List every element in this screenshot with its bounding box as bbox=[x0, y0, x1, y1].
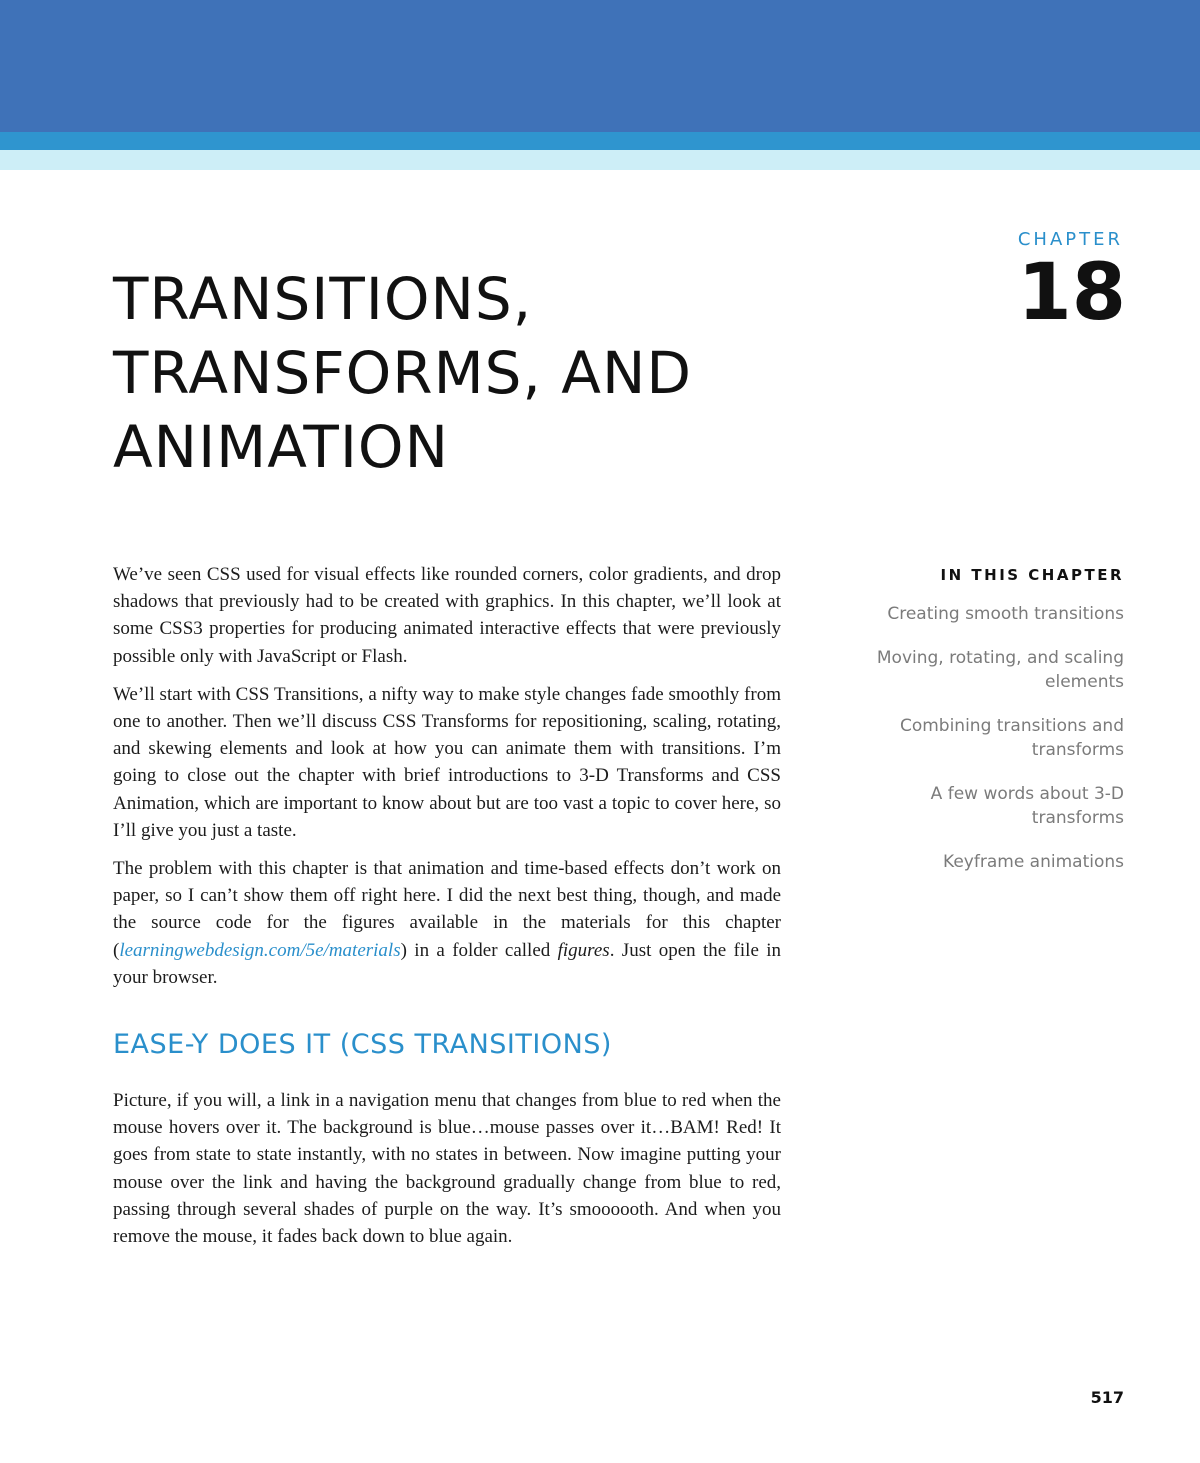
sidebar-item: A few words about 3-D transforms bbox=[930, 784, 1124, 828]
sidebar-item: Moving, rotating, and scaling elements bbox=[876, 648, 1124, 692]
sidebar-item: Keyframe animations bbox=[943, 852, 1124, 872]
sidebar-item: Combining transitions and transforms bbox=[899, 716, 1124, 760]
header-stripe bbox=[0, 132, 1200, 150]
intro-paragraph: We’ll start with CSS Transitions, a nifty way to make style changes fade smoothly from one to another. Then we’ll discuss CSS Transforms for repositioning, scaling, rotating, and skewing elements and look at how you can animate them with transitions. I’m going to close out the chapter with brief introductions to 3-D Transforms and CSS Animation, which are important to know about but are too vast a topic to cover here, so I’ll give you just a taste. bbox=[113, 683, 781, 841]
intro-paragraph: We’ve seen CSS used for visual effects like rounded corners, color gradients, and drop shadows that previously had to be created with graphics. In this chapter, we’ll look at some CSS3 properties for producing animated interactive effects that were previously possible only with JavaScript or Flash. bbox=[113, 564, 781, 667]
chapter-title-line: TRANSITIONS, bbox=[113, 265, 533, 333]
sidebar-heading: IN THIS CHAPTER bbox=[940, 566, 1124, 584]
intro-paragraph bbox=[113, 855, 781, 991]
chapter-label: CHAPTER bbox=[1017, 229, 1123, 250]
section-heading: EASE-Y DOES IT (CSS TRANSITIONS) bbox=[113, 1029, 612, 1061]
header-band bbox=[0, 0, 1200, 132]
paragraph-text: ) in a folder called bbox=[400, 939, 558, 961]
in-this-chapter-sidebar bbox=[844, 566, 1124, 894]
header-light-stripe bbox=[0, 150, 1200, 170]
sidebar-item: Creating smooth transitions bbox=[887, 604, 1124, 624]
chapter-number: 18 bbox=[1017, 248, 1126, 338]
chapter-title-line: TRANSFORMS, AND bbox=[113, 339, 693, 407]
chapter-title-line: ANIMATION bbox=[113, 413, 449, 481]
paragraph-text: . Just open the file in your browser. bbox=[113, 939, 782, 988]
materials-link[interactable]: learningwebdesign.com/5e/materials bbox=[119, 939, 401, 961]
paragraph-text: The problem with this chapter is that animation and time-based effects don’t work on paper, so I can’t show them off right here. I did the next best thing, though, and made the source code for the figures available in the materials for this chapter ( bbox=[113, 858, 781, 961]
sidebar-list bbox=[844, 602, 1124, 874]
chapter-title bbox=[113, 262, 692, 484]
folder-name: figures bbox=[557, 939, 610, 961]
main-text-column bbox=[113, 561, 781, 1261]
page-number: 517 bbox=[1090, 1388, 1124, 1407]
section-paragraph: Picture, if you will, a link in a navigation menu that changes from blue to red when the mouse hovers over it. The background is blue…mouse passes over it…BAM! Red! It goes from state to state instantly, with no states in between. Now imagine putting your mouse over the link and having the background gradually change from blue to red, passing through several shades of purple on the way. It’s smoooooth. And when you remove the mouse, it fades back down to blue again. bbox=[113, 1090, 781, 1248]
